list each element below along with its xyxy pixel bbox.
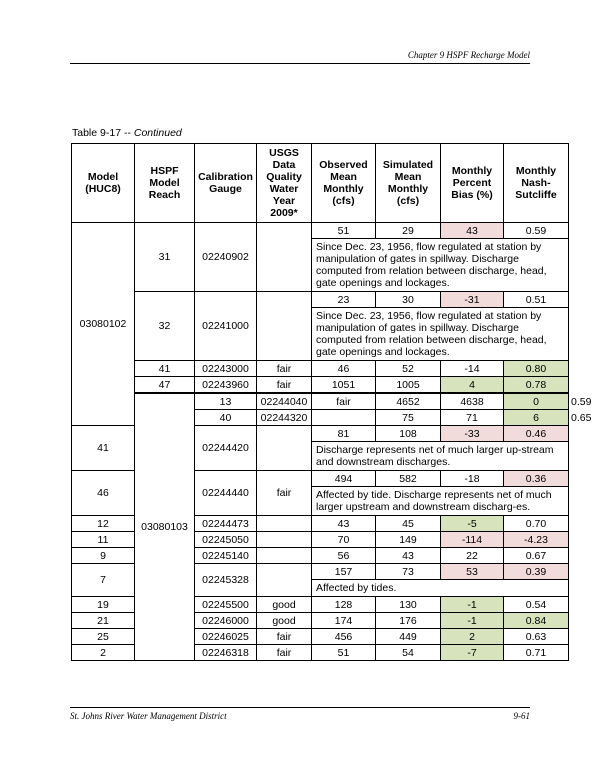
table-row: 32 02241000 23 30 -31 0.51 [72,292,569,308]
table-row: 11 02245050 70 149 -114 -4.23 [72,532,569,548]
col-model: Model (HUC8) [72,144,135,223]
table-row: 03080102 31 02240902 51 29 43 0.59 [72,223,569,239]
page-footer [70,707,530,721]
table-row: 41 02244420 81 108 -33 0.46 [72,426,569,442]
huc-cell: 03080102 [72,223,135,426]
chapter-title: Chapter 9 HSPF Recharge Model [407,50,530,60]
table-caption: Table 9-17 -- Continued [72,127,182,139]
page-header [70,50,530,64]
col-bias: Monthly Percent Bias (%) [441,144,504,223]
table-row: 2 02246318 fair 51 54 -7 0.71 [72,645,569,661]
note-cell: Affected by tide. Discharge represents net of much larger upstream and downstream discharg-es. [312,487,569,516]
calibration-table [71,143,592,661]
col-observed: Observed Mean Monthly (cfs) [312,144,376,223]
col-simulated: Simulated Mean Monthly (cfs) [376,144,441,223]
table-row: 19 02245500 good 128 130 -1 0.54 [72,597,569,613]
table-row: 7 02245328 157 73 53 0.39 [72,564,569,580]
note-cell: Since Dec. 23, 1956, flow regulated at station by manipulation of gates in spillway. Discharge computed from relation between discharge, head, gate openings and lockages. [312,239,569,292]
table-row: 41 02243000 fair 46 52 -14 0.80 [72,361,569,377]
col-nash-sutcliffe: Monthly Nash-Sutcliffe [504,144,569,223]
table-row: 40 02244320 75 71 6 0.65 [72,410,569,426]
table-row: 21 02246000 good 174 176 -1 0.84 [72,613,569,629]
header-row [72,144,569,223]
table-row: 03080103 13 02244040 fair 4652 4638 0 0.59 [72,393,569,410]
note-cell: Discharge represents net of much larger up-stream and downstream discharges. [312,442,569,471]
col-gauge: Calibration Gauge [195,144,257,223]
col-quality: USGS Data Quality Water Year 2009* [257,144,312,223]
note-cell: Affected by tides. [312,580,569,597]
note-cell: Since Dec. 23, 1956, flow regulated at station by manipulation of gates in spillway. Discharge computed from relation between discharge, head, gate openings and lockages. [312,308,569,361]
page-number: 9-61 [513,711,530,721]
huc-cell: 03080103 [135,393,195,661]
table-row: 47 02243960 fair 1051 1005 4 0.78 [72,377,569,394]
table-row: 9 02245140 56 43 22 0.67 [72,548,569,564]
table-row: 46 02244440 fair 494 582 -18 0.36 [72,471,569,487]
table-row: 25 02246025 fair 456 449 2 0.63 [72,629,569,645]
footer-district: St. Johns River Water Management District [70,711,227,721]
col-reach: HSPF Model Reach [135,144,195,223]
table-row: 12 02244473 43 45 -5 0.70 [72,516,569,532]
